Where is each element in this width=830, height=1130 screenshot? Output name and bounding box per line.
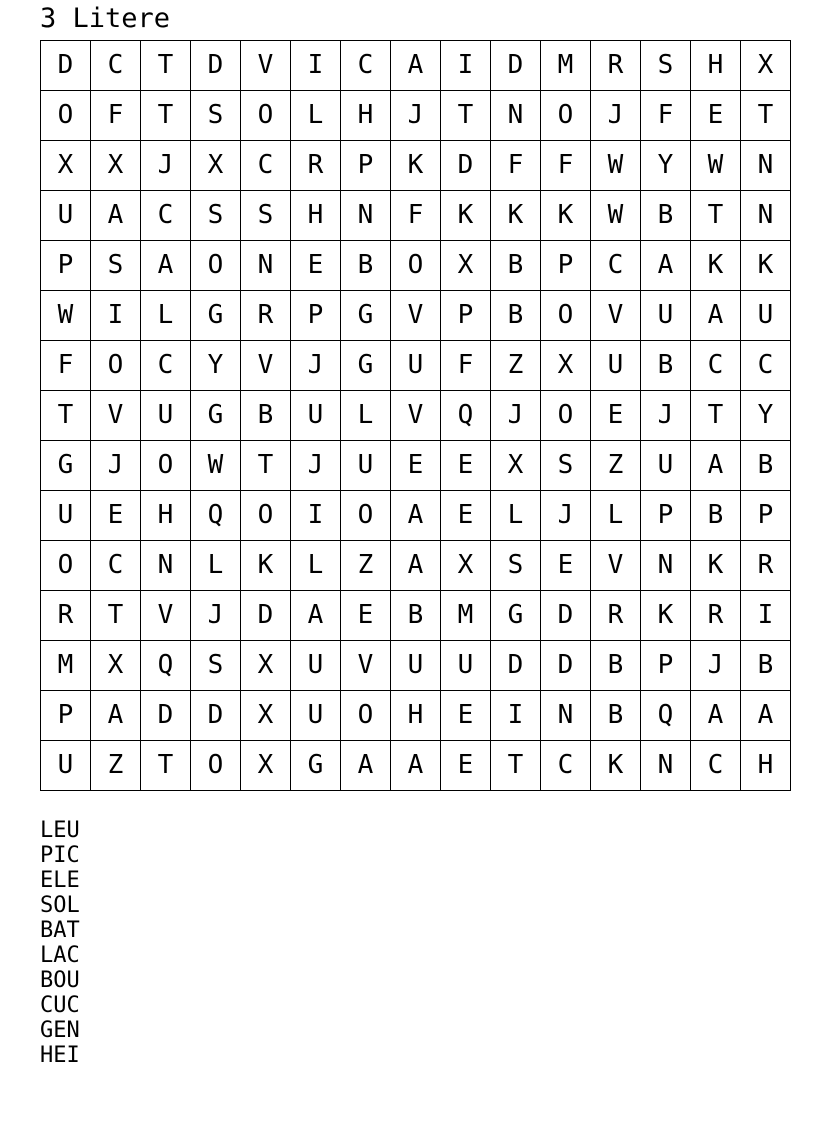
grid-cell[interactable]: D: [41, 41, 91, 91]
grid-cell[interactable]: V: [241, 41, 291, 91]
grid-cell[interactable]: D: [191, 41, 241, 91]
grid-row: [41, 541, 791, 591]
letter-grid: [40, 40, 791, 791]
grid-cell[interactable]: H: [141, 491, 191, 541]
grid-cell[interactable]: B: [591, 641, 641, 691]
grid-cell[interactable]: E: [691, 91, 741, 141]
grid-cell[interactable]: O: [241, 91, 291, 141]
grid-cell[interactable]: U: [641, 291, 691, 341]
grid-cell[interactable]: X: [491, 441, 541, 491]
grid-cell[interactable]: N: [741, 191, 791, 241]
grid-cell[interactable]: F: [541, 141, 591, 191]
grid-cell[interactable]: P: [641, 641, 691, 691]
grid-cell[interactable]: Z: [491, 341, 541, 391]
grid-cell[interactable]: R: [591, 591, 641, 641]
grid-cell[interactable]: G: [491, 591, 541, 641]
grid-cell[interactable]: P: [41, 691, 91, 741]
grid-cell[interactable]: U: [41, 491, 91, 541]
grid-cell[interactable]: J: [641, 391, 691, 441]
grid-cell[interactable]: R: [291, 141, 341, 191]
grid-cell[interactable]: A: [391, 41, 441, 91]
grid-cell[interactable]: J: [291, 441, 341, 491]
grid-cell[interactable]: T: [741, 91, 791, 141]
grid-cell[interactable]: J: [291, 341, 341, 391]
grid-cell[interactable]: N: [491, 91, 541, 141]
grid-cell[interactable]: D: [541, 591, 591, 641]
grid-cell[interactable]: S: [191, 191, 241, 241]
grid-cell[interactable]: I: [741, 591, 791, 641]
grid-cell[interactable]: U: [291, 391, 341, 441]
grid-cell[interactable]: C: [541, 741, 591, 791]
grid-cell[interactable]: D: [141, 691, 191, 741]
grid-cell[interactable]: B: [391, 591, 441, 641]
grid-cell[interactable]: T: [41, 391, 91, 441]
grid-cell[interactable]: K: [441, 191, 491, 241]
grid-cell[interactable]: Q: [191, 491, 241, 541]
grid-row: [41, 191, 791, 241]
grid-cell[interactable]: H: [341, 91, 391, 141]
grid-cell[interactable]: V: [391, 391, 441, 441]
grid-cell[interactable]: V: [591, 541, 641, 591]
grid-cell[interactable]: U: [41, 741, 91, 791]
page-title: 3 Litere: [40, 3, 171, 34]
grid-cell[interactable]: D: [241, 591, 291, 641]
grid-cell[interactable]: Q: [141, 641, 191, 691]
grid-cell[interactable]: K: [691, 541, 741, 591]
grid-cell[interactable]: F: [391, 191, 441, 241]
grid-cell[interactable]: L: [191, 541, 241, 591]
grid-cell[interactable]: K: [641, 591, 691, 641]
grid-cell[interactable]: P: [441, 291, 491, 341]
grid-cell[interactable]: D: [541, 641, 591, 691]
grid-cell[interactable]: P: [741, 491, 791, 541]
grid-cell[interactable]: E: [591, 391, 641, 441]
grid-cell[interactable]: X: [741, 41, 791, 91]
grid-cell[interactable]: J: [491, 391, 541, 441]
grid-cell[interactable]: J: [541, 491, 591, 541]
grid-cell[interactable]: E: [91, 491, 141, 541]
grid-row: [41, 341, 791, 391]
grid-cell[interactable]: C: [341, 41, 391, 91]
grid-cell[interactable]: F: [641, 91, 691, 141]
grid-cell[interactable]: P: [291, 291, 341, 341]
grid-cell[interactable]: J: [91, 441, 141, 491]
grid-cell[interactable]: E: [441, 441, 491, 491]
word-list-item: HEI: [40, 1043, 80, 1068]
grid-cell[interactable]: K: [491, 191, 541, 241]
grid-cell[interactable]: A: [391, 541, 441, 591]
grid-cell[interactable]: A: [391, 491, 441, 541]
grid-cell[interactable]: F: [91, 91, 141, 141]
grid-cell[interactable]: I: [91, 291, 141, 341]
grid-cell[interactable]: F: [441, 341, 491, 391]
grid-cell[interactable]: K: [691, 241, 741, 291]
grid-cell[interactable]: P: [641, 491, 691, 541]
grid-cell[interactable]: M: [441, 591, 491, 641]
grid-cell[interactable]: H: [291, 191, 341, 241]
grid-cell[interactable]: J: [191, 591, 241, 641]
grid-cell[interactable]: H: [691, 41, 741, 91]
grid-cell[interactable]: N: [641, 541, 691, 591]
grid-cell[interactable]: U: [391, 341, 441, 391]
grid-cell[interactable]: N: [241, 241, 291, 291]
grid-cell[interactable]: A: [141, 241, 191, 291]
grid-cell[interactable]: P: [341, 141, 391, 191]
grid-cell[interactable]: U: [591, 341, 641, 391]
grid-cell[interactable]: T: [691, 191, 741, 241]
grid-cell[interactable]: C: [91, 41, 141, 91]
grid-row: [41, 741, 791, 791]
grid-row: [41, 641, 791, 691]
grid-cell[interactable]: X: [91, 641, 141, 691]
grid-cell[interactable]: A: [91, 191, 141, 241]
grid-cell[interactable]: Y: [741, 391, 791, 441]
grid-cell[interactable]: B: [491, 291, 541, 341]
grid-cell[interactable]: G: [341, 291, 391, 341]
grid-cell[interactable]: O: [141, 441, 191, 491]
grid-cell[interactable]: X: [241, 691, 291, 741]
grid-cell[interactable]: O: [41, 541, 91, 591]
grid-cell[interactable]: K: [241, 541, 291, 591]
grid-cell[interactable]: B: [691, 491, 741, 541]
grid-row: [41, 291, 791, 341]
grid-row: [41, 141, 791, 191]
grid-cell[interactable]: X: [191, 141, 241, 191]
grid-cell[interactable]: O: [341, 691, 391, 741]
grid-cell[interactable]: B: [341, 241, 391, 291]
grid-cell[interactable]: N: [641, 741, 691, 791]
grid-cell[interactable]: S: [191, 91, 241, 141]
grid-cell[interactable]: U: [141, 391, 191, 441]
word-list-item: PIC: [40, 843, 80, 868]
grid-cell[interactable]: J: [591, 91, 641, 141]
grid-cell[interactable]: R: [41, 591, 91, 641]
grid-cell[interactable]: U: [441, 641, 491, 691]
grid-cell[interactable]: I: [291, 41, 341, 91]
grid-cell[interactable]: V: [591, 291, 641, 341]
grid-cell[interactable]: T: [441, 91, 491, 141]
grid-cell[interactable]: A: [91, 691, 141, 741]
grid-cell[interactable]: O: [391, 241, 441, 291]
grid-cell[interactable]: W: [591, 141, 641, 191]
grid-cell[interactable]: C: [141, 191, 191, 241]
grid-cell[interactable]: B: [741, 441, 791, 491]
grid-cell[interactable]: A: [741, 691, 791, 741]
grid-cell[interactable]: B: [641, 341, 691, 391]
grid-cell[interactable]: E: [441, 741, 491, 791]
grid-cell[interactable]: S: [491, 541, 541, 591]
grid-cell[interactable]: O: [191, 241, 241, 291]
grid-cell[interactable]: E: [541, 541, 591, 591]
grid-cell[interactable]: T: [141, 91, 191, 141]
grid-cell[interactable]: J: [391, 91, 441, 141]
grid-cell[interactable]: R: [691, 591, 741, 641]
grid-cell[interactable]: G: [291, 741, 341, 791]
grid-row: [41, 441, 791, 491]
grid-cell[interactable]: C: [691, 741, 741, 791]
grid-cell[interactable]: I: [491, 691, 541, 741]
grid-cell[interactable]: O: [191, 741, 241, 791]
word-list-item: LAC: [40, 943, 80, 968]
grid-cell[interactable]: Y: [191, 341, 241, 391]
grid-cell[interactable]: X: [441, 541, 491, 591]
grid-cell[interactable]: U: [391, 641, 441, 691]
grid-cell[interactable]: G: [41, 441, 91, 491]
grid-cell[interactable]: X: [241, 741, 291, 791]
grid-row: [41, 491, 791, 541]
grid-cell[interactable]: O: [241, 491, 291, 541]
grid-cell[interactable]: A: [641, 241, 691, 291]
grid-cell[interactable]: U: [641, 441, 691, 491]
grid-cell[interactable]: L: [291, 91, 341, 141]
grid-cell[interactable]: N: [341, 191, 391, 241]
grid-cell[interactable]: O: [341, 491, 391, 541]
grid-cell[interactable]: V: [91, 391, 141, 441]
grid-cell[interactable]: Z: [341, 541, 391, 591]
grid-cell[interactable]: W: [591, 191, 641, 241]
grid-cell[interactable]: T: [241, 441, 291, 491]
grid-cell[interactable]: O: [541, 291, 591, 341]
grid-row: [41, 391, 791, 441]
grid-cell[interactable]: N: [541, 691, 591, 741]
grid-cell[interactable]: U: [341, 441, 391, 491]
grid-cell[interactable]: C: [141, 341, 191, 391]
grid-cell[interactable]: A: [691, 441, 741, 491]
grid-cell[interactable]: P: [41, 241, 91, 291]
grid-cell[interactable]: E: [391, 441, 441, 491]
grid-cell[interactable]: W: [691, 141, 741, 191]
grid-row: [41, 591, 791, 641]
grid-cell[interactable]: R: [591, 41, 641, 91]
grid-cell[interactable]: N: [741, 141, 791, 191]
grid-cell[interactable]: H: [391, 691, 441, 741]
grid-cell[interactable]: A: [341, 741, 391, 791]
grid-cell[interactable]: W: [191, 441, 241, 491]
grid-cell[interactable]: O: [91, 341, 141, 391]
grid-cell[interactable]: E: [441, 491, 491, 541]
grid-row: [41, 41, 791, 91]
grid-cell[interactable]: T: [141, 41, 191, 91]
grid-cell[interactable]: I: [441, 41, 491, 91]
grid-cell[interactable]: R: [241, 291, 291, 341]
grid-cell[interactable]: X: [241, 641, 291, 691]
grid-cell[interactable]: V: [391, 291, 441, 341]
grid-cell[interactable]: K: [391, 141, 441, 191]
grid-cell[interactable]: Y: [641, 141, 691, 191]
grid-cell[interactable]: A: [291, 591, 341, 641]
grid-cell[interactable]: X: [41, 141, 91, 191]
grid-cell[interactable]: D: [491, 41, 541, 91]
grid-cell[interactable]: M: [541, 41, 591, 91]
word-list-item: GEN: [40, 1018, 80, 1043]
grid-cell[interactable]: X: [541, 341, 591, 391]
grid-cell[interactable]: C: [591, 241, 641, 291]
grid-cell[interactable]: L: [141, 291, 191, 341]
grid-cell[interactable]: B: [741, 641, 791, 691]
grid-cell[interactable]: Z: [91, 741, 141, 791]
grid-cell[interactable]: O: [541, 391, 591, 441]
grid-cell[interactable]: F: [491, 141, 541, 191]
grid-cell[interactable]: C: [691, 341, 741, 391]
grid-cell[interactable]: D: [191, 691, 241, 741]
grid-cell[interactable]: J: [141, 141, 191, 191]
word-list: [40, 818, 80, 1068]
grid-cell[interactable]: G: [191, 391, 241, 441]
word-list-item: SOL: [40, 893, 80, 918]
grid-cell[interactable]: V: [241, 341, 291, 391]
grid-cell[interactable]: L: [491, 491, 541, 541]
grid-cell[interactable]: F: [41, 341, 91, 391]
grid-row: [41, 241, 791, 291]
grid-cell[interactable]: S: [641, 41, 691, 91]
grid-cell[interactable]: K: [591, 741, 641, 791]
grid-cell[interactable]: E: [291, 241, 341, 291]
grid-cell[interactable]: O: [541, 91, 591, 141]
grid-cell[interactable]: L: [341, 391, 391, 441]
grid-cell[interactable]: J: [691, 641, 741, 691]
grid-cell[interactable]: O: [41, 91, 91, 141]
grid-row: [41, 91, 791, 141]
grid-cell[interactable]: D: [441, 141, 491, 191]
grid-cell[interactable]: Z: [591, 441, 641, 491]
grid-cell[interactable]: S: [91, 241, 141, 291]
grid-cell[interactable]: B: [491, 241, 541, 291]
grid-cell[interactable]: L: [591, 491, 641, 541]
grid-cell[interactable]: Q: [441, 391, 491, 441]
grid-cell[interactable]: D: [491, 641, 541, 691]
grid-cell[interactable]: U: [741, 291, 791, 341]
grid-cell[interactable]: E: [441, 691, 491, 741]
grid-cell[interactable]: E: [341, 591, 391, 641]
grid-cell[interactable]: W: [41, 291, 91, 341]
grid-cell[interactable]: A: [691, 691, 741, 741]
grid-cell[interactable]: S: [241, 191, 291, 241]
word-list-item: BOU: [40, 968, 80, 993]
grid-cell[interactable]: T: [91, 591, 141, 641]
grid-cell[interactable]: C: [241, 141, 291, 191]
grid-cell[interactable]: B: [591, 691, 641, 741]
grid-cell[interactable]: T: [491, 741, 541, 791]
grid-cell[interactable]: L: [291, 541, 341, 591]
grid-cell[interactable]: M: [41, 641, 91, 691]
grid-cell[interactable]: G: [341, 341, 391, 391]
grid-cell[interactable]: V: [141, 591, 191, 641]
grid-cell[interactable]: X: [441, 241, 491, 291]
grid-cell[interactable]: T: [691, 391, 741, 441]
grid-cell[interactable]: U: [41, 191, 91, 241]
grid-cell[interactable]: H: [741, 741, 791, 791]
word-list-item: CUC: [40, 993, 80, 1018]
grid-cell[interactable]: A: [391, 741, 441, 791]
grid-cell[interactable]: C: [91, 541, 141, 591]
grid-cell[interactable]: B: [641, 191, 691, 241]
grid-cell[interactable]: P: [541, 241, 591, 291]
word-list-item: LEU: [40, 818, 80, 843]
grid-cell[interactable]: A: [691, 291, 741, 341]
grid-cell[interactable]: S: [541, 441, 591, 491]
grid-cell[interactable]: B: [241, 391, 291, 441]
grid-cell[interactable]: R: [741, 541, 791, 591]
grid-cell[interactable]: S: [191, 641, 241, 691]
grid-row: [41, 691, 791, 741]
grid-cell[interactable]: K: [741, 241, 791, 291]
grid-cell[interactable]: T: [141, 741, 191, 791]
grid-cell[interactable]: C: [741, 341, 791, 391]
grid-cell[interactable]: V: [341, 641, 391, 691]
grid-cell[interactable]: Q: [641, 691, 691, 741]
word-list-item: ELE: [40, 868, 80, 893]
grid-cell[interactable]: N: [141, 541, 191, 591]
grid-cell[interactable]: X: [91, 141, 141, 191]
grid-cell[interactable]: K: [541, 191, 591, 241]
grid-cell[interactable]: U: [291, 641, 341, 691]
grid-cell[interactable]: G: [191, 291, 241, 341]
grid-cell[interactable]: U: [291, 691, 341, 741]
grid-cell[interactable]: I: [291, 491, 341, 541]
word-list-item: BAT: [40, 918, 80, 943]
